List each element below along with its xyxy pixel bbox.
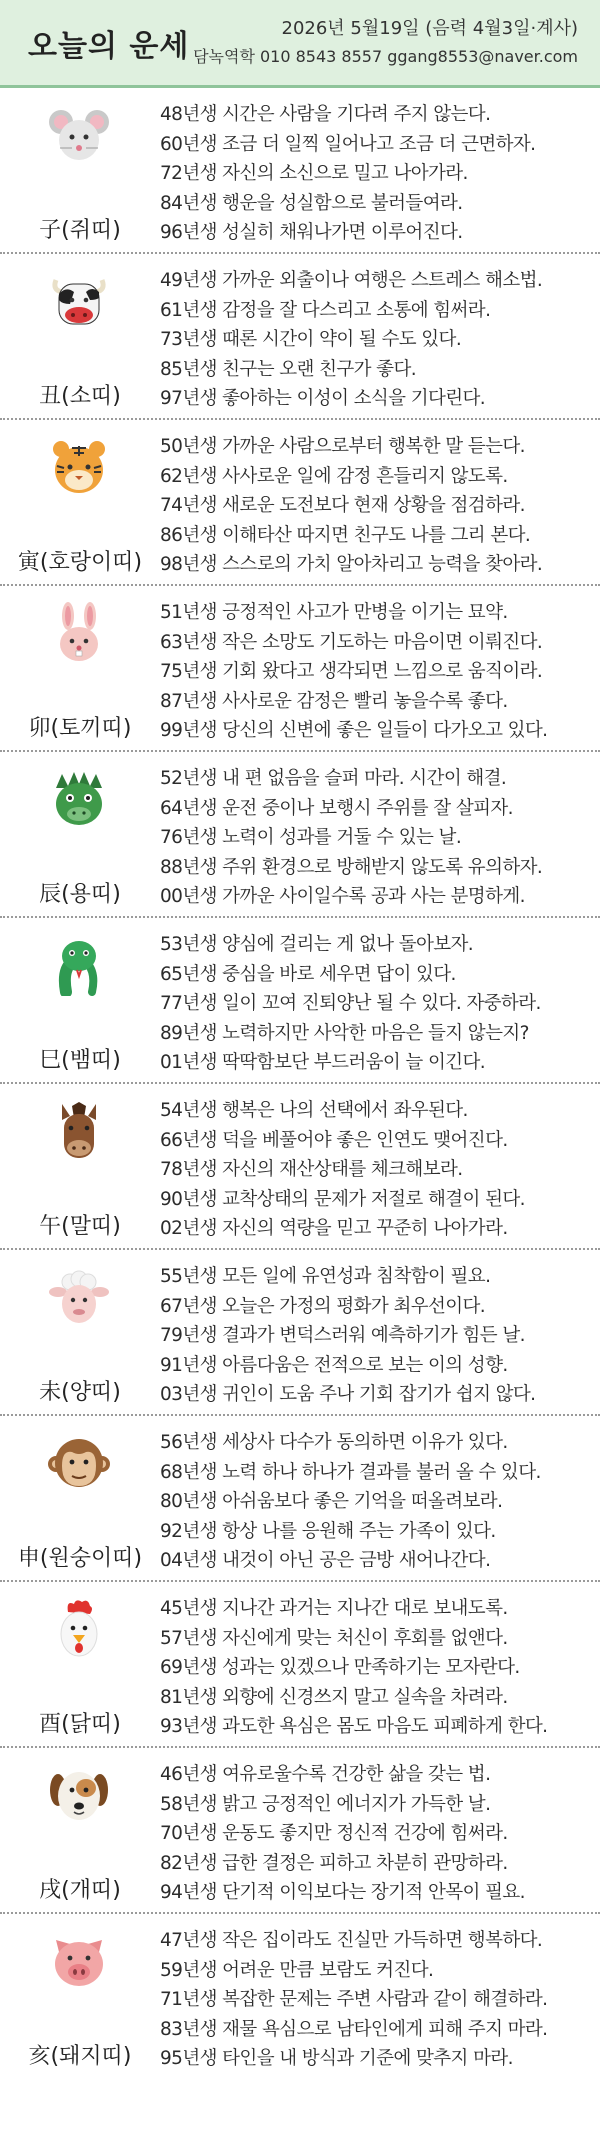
- fortune-line: 84년생 행운을 성실함으로 불러들여라.: [160, 192, 463, 214]
- fortune-line: 01년생 딱딱함보단 부드러움이 늘 이긴다.: [160, 1052, 486, 1073]
- fortune-line: 75년생 기회 왔다고 생각되면 느낌으로 움직이라.: [160, 661, 543, 682]
- pig-icon: [48, 1930, 110, 1992]
- fortune-line: 76년생 노력이 성과를 거둘 수 있는 날.: [160, 827, 462, 848]
- zodiac-label: 丑(소띠): [39, 384, 121, 409]
- fortune-line: 46년생 여유로울수록 건강한 삶을 갖는 법.: [160, 1764, 491, 1785]
- fortune-line: 82년생 급한 결정은 피하고 차분히 관망하라.: [160, 1852, 508, 1874]
- zodiac-entry-pig: [0, 1914, 600, 2080]
- fortune-line: 86년생 이해타산 따지면 친구도 나를 그리 본다.: [160, 524, 531, 546]
- fortune-line: 74년생 새로운 도전보다 현재 상황을 점검하라.: [160, 495, 525, 516]
- rooster-icon: [48, 1598, 110, 1660]
- zodiac-entry-rat: [0, 88, 600, 254]
- fortune-line: 65년생 중심을 바로 세우면 답이 있다.: [160, 963, 456, 985]
- fortune-line: 80년생 아쉬움보다 좋은 기억을 떠올려보라.: [160, 1491, 503, 1512]
- fortune-line: 97년생 좋아하는 이성이 소식을 기다린다.: [160, 388, 486, 409]
- zodiac-entry-horse: [0, 1084, 600, 1250]
- fortune-lines: [160, 586, 600, 750]
- fortune-lines: [160, 88, 600, 252]
- fortune-lines: [160, 1084, 600, 1248]
- fortune-line: 91년생 아름다움은 전적으로 보는 이의 성향.: [160, 1354, 508, 1376]
- fortune-line: 77년생 일이 꼬여 진퇴양난 될 수 있다. 자중하라.: [160, 993, 541, 1014]
- dog-icon: [48, 1764, 110, 1826]
- zodiac-figure: [0, 420, 160, 584]
- header-contact: 담녹역학 010 8543 8557 ggang8553@naver.com: [193, 46, 578, 66]
- zodiac-figure: [0, 1582, 160, 1746]
- horse-icon: [48, 1100, 110, 1162]
- fortune-line: 63년생 작은 소망도 기도하는 마음이면 이뤄진다.: [160, 631, 543, 653]
- zodiac-entry-snake: [0, 918, 600, 1084]
- fortune-line: 56년생 세상사 다수가 동의하면 이유가 있다.: [160, 1432, 508, 1453]
- fortune-line: 02년생 자신의 역량을 믿고 꾸준히 나아가라.: [160, 1218, 508, 1239]
- fortune-line: 57년생 자신에게 맞는 처신이 후회를 없앤다.: [160, 1627, 508, 1649]
- header-info: [193, 15, 578, 71]
- monkey-icon: [48, 1432, 110, 1494]
- fortune-line: 58년생 밝고 긍정적인 에너지가 가득한 날.: [160, 1793, 491, 1815]
- fortune-line: 83년생 재물 욕심으로 남타인에게 피해 주지 마라.: [160, 2018, 548, 2040]
- rabbit-icon: [48, 602, 110, 664]
- fortune-line: 00년생 가까운 사이일수록 공과 사는 분명하게.: [160, 886, 525, 907]
- fortune-line: 69년생 성과는 있겠으나 만족하기는 모자란다.: [160, 1657, 520, 1678]
- zodiac-entry-monkey: [0, 1416, 600, 1582]
- fortune-line: 67년생 오늘은 가정의 평화가 최우선이다.: [160, 1295, 486, 1317]
- fortune-line: 73년생 때론 시간이 약이 될 수도 있다.: [160, 329, 462, 350]
- fortune-line: 51년생 긍정적인 사고가 만병을 이기는 묘약.: [160, 602, 508, 623]
- fortune-lines: [160, 1582, 600, 1746]
- rat-icon: [48, 104, 110, 166]
- zodiac-figure: [0, 1748, 160, 1912]
- fortune-line: 85년생 친구는 오랜 친구가 좋다.: [160, 358, 416, 380]
- fortune-line: 60년생 조금 더 일찍 일어나고 조금 더 근면하자.: [160, 133, 536, 155]
- fortune-lines: [160, 918, 600, 1082]
- zodiac-entry-ox: [0, 254, 600, 420]
- fortune-line: 55년생 모든 일에 유연성과 침착함이 필요.: [160, 1266, 491, 1287]
- zodiac-label: 未(양띠): [39, 1380, 121, 1405]
- fortune-line: 95년생 타인을 내 방식과 기준에 맞추지 마라.: [160, 2048, 513, 2069]
- zodiac-figure: [0, 88, 160, 252]
- zodiac-figure: [0, 254, 160, 418]
- fortune-line: 49년생 가까운 외출이나 여행은 스트레스 해소법.: [160, 270, 543, 291]
- zodiac-label: 酉(닭띠): [39, 1712, 121, 1737]
- tiger-icon: [48, 436, 110, 498]
- zodiac-label: 申(원숭이띠): [17, 1546, 143, 1571]
- fortune-line: 59년생 어려운 만큼 보람도 커진다.: [160, 1959, 434, 1981]
- fortune-line: 50년생 가까운 사람으로부터 행복한 말 듣는다.: [160, 436, 525, 457]
- zodiac-figure: [0, 752, 160, 916]
- fortune-line: 48년생 시간은 사람을 기다려 주지 않는다.: [160, 104, 491, 125]
- fortune-lines: [160, 1748, 600, 1912]
- zodiac-label: 子(쥐띠): [39, 218, 121, 243]
- fortune-line: 70년생 운동도 좋지만 정신적 건강에 힘써라.: [160, 1823, 508, 1844]
- fortune-line: 72년생 자신의 소신으로 밀고 나아가라.: [160, 163, 468, 184]
- zodiac-figure: [0, 918, 160, 1082]
- fortune-line: 54년생 행복은 나의 선택에서 좌우된다.: [160, 1100, 468, 1121]
- fortune-line: 78년생 자신의 재산상태를 체크해보라.: [160, 1159, 463, 1180]
- fortune-line: 64년생 운전 중이나 보행시 주위를 잘 살피자.: [160, 797, 513, 819]
- zodiac-entry-rabbit: [0, 586, 600, 752]
- fortune-lines: [160, 1416, 600, 1580]
- page-header: [0, 0, 600, 88]
- ox-icon: [48, 270, 110, 332]
- fortune-line: 61년생 감정을 잘 다스리고 소통에 힘써라.: [160, 299, 491, 321]
- fortune-line: 47년생 작은 집이라도 진실만 가득하면 행복하다.: [160, 1930, 543, 1951]
- fortune-line: 68년생 노력 하나 하나가 결과를 불러 올 수 있다.: [160, 1461, 541, 1483]
- zodiac-figure: [0, 586, 160, 750]
- fortune-line: 87년생 사사로운 감정은 빨리 놓을수록 좋다.: [160, 690, 508, 712]
- zodiac-entry-dragon: [0, 752, 600, 918]
- dragon-icon: [48, 768, 110, 830]
- zodiac-figure: [0, 1416, 160, 1580]
- fortune-line: 53년생 양심에 걸리는 게 없나 돌아보자.: [160, 934, 474, 955]
- zodiac-label: 亥(돼지띠): [28, 2044, 132, 2069]
- zodiac-entry-tiger: [0, 420, 600, 586]
- snake-icon: [48, 934, 110, 996]
- zodiac-entry-rooster: [0, 1582, 600, 1748]
- sheep-icon: [48, 1266, 110, 1328]
- header-date: 2026년 5월19일 (음력 4월3일·계사): [281, 17, 578, 39]
- zodiac-label: 午(말띠): [39, 1214, 121, 1239]
- zodiac-label: 巳(뱀띠): [39, 1048, 121, 1073]
- fortune-line: 98년생 스스로의 가치 알아차리고 능력을 찾아라.: [160, 554, 543, 575]
- zodiac-list: [0, 88, 600, 2080]
- fortune-lines: [160, 420, 600, 584]
- fortune-lines: [160, 752, 600, 916]
- fortune-line: 79년생 결과가 변덕스러워 예측하기가 힘든 날.: [160, 1325, 525, 1346]
- page-title: 오늘의 운세: [28, 28, 190, 64]
- zodiac-entry-dog: [0, 1748, 600, 1914]
- fortune-line: 92년생 항상 나를 응원해 주는 가족이 있다.: [160, 1520, 496, 1542]
- zodiac-figure: [0, 1084, 160, 1248]
- zodiac-label: 戌(개띠): [39, 1878, 121, 1903]
- fortune-lines: [160, 1250, 600, 1414]
- fortune-line: 93년생 과도한 욕심은 몸도 마음도 피폐하게 한다.: [160, 1716, 548, 1737]
- fortune-line: 66년생 덕을 베풀어야 좋은 인연도 맺어진다.: [160, 1129, 508, 1151]
- fortune-line: 04년생 내것이 아닌 공은 금방 새어나간다.: [160, 1550, 491, 1571]
- fortune-line: 96년생 성실히 채워나가면 이루어진다.: [160, 222, 463, 243]
- fortune-line: 52년생 내 편 없음을 슬퍼 마라. 시간이 해결.: [160, 768, 507, 789]
- fortune-line: 71년생 복잡한 문제는 주변 사람과 같이 해결하라.: [160, 1989, 548, 2010]
- fortune-line: 90년생 교착상태의 문제가 저절로 해결이 된다.: [160, 1188, 525, 1210]
- zodiac-label: 寅(호랑이띠): [17, 550, 143, 575]
- fortune-line: 99년생 당신의 신변에 좋은 일들이 다가오고 있다.: [160, 720, 548, 741]
- fortune-line: 62년생 사사로운 일에 감정 흔들리지 않도록.: [160, 465, 508, 487]
- zodiac-label: 卯(토끼띠): [28, 716, 132, 741]
- fortune-line: 45년생 지나간 과거는 지나간 대로 보내도록.: [160, 1598, 508, 1619]
- fortune-lines: [160, 254, 600, 418]
- fortune-line: 94년생 단기적 이익보다는 장기적 안목이 필요.: [160, 1882, 525, 1903]
- fortune-line: 81년생 외향에 신경쓰지 말고 실속을 차려라.: [160, 1686, 508, 1708]
- zodiac-label: 辰(용띠): [39, 882, 121, 907]
- zodiac-entry-sheep: [0, 1250, 600, 1416]
- zodiac-figure: [0, 1914, 160, 2080]
- fortune-line: 03년생 귀인이 도움 주나 기회 잡기가 쉽지 않다.: [160, 1384, 536, 1405]
- zodiac-figure: [0, 1250, 160, 1414]
- fortune-line: 89년생 노력하지만 사악한 마음은 들지 않는지?: [160, 1022, 529, 1044]
- fortune-line: 88년생 주위 환경으로 방해받지 않도록 유의하자.: [160, 856, 543, 878]
- fortune-lines: [160, 1914, 600, 2080]
